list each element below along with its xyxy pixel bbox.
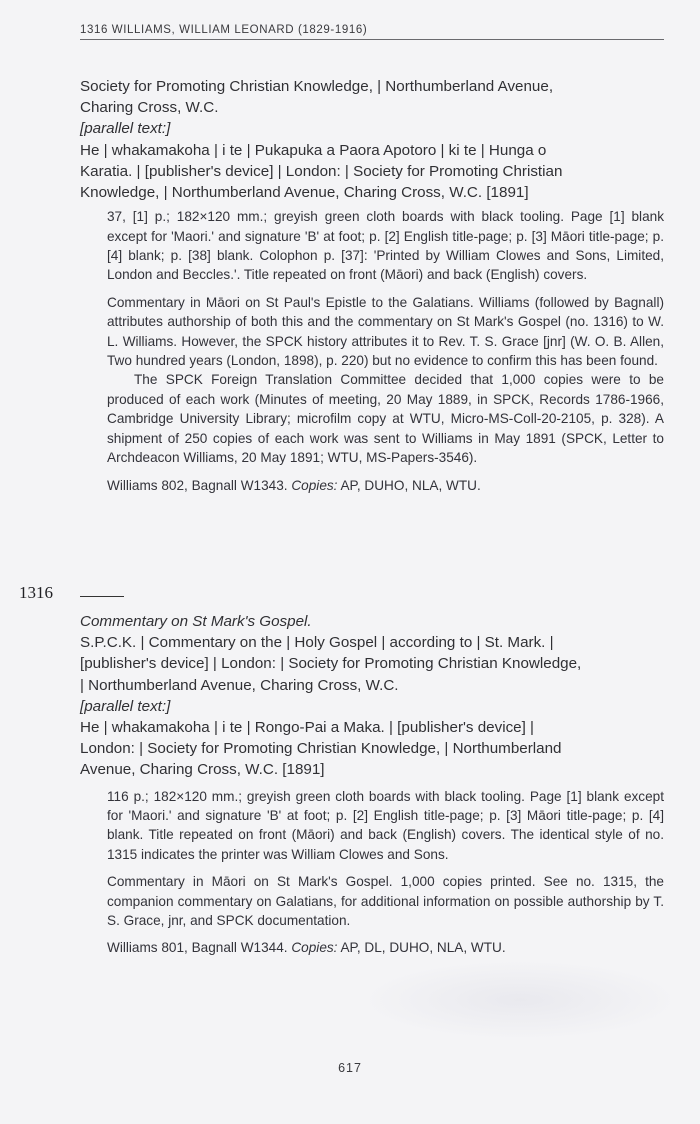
- entry-1316: [80, 611, 664, 957]
- copies-list: AP, DL, DUHO, NLA, WTU.: [340, 940, 506, 956]
- copies-label: Copies:: [291, 940, 338, 956]
- parallel-text-label: [parallel text:]: [80, 120, 171, 138]
- parallel-title-line: He | whakamakoha | i te | Pukapuka a Paora Apotoro | ki te | Hunga o: [80, 141, 547, 159]
- copies-label: Copies:: [291, 477, 338, 493]
- references-line: [107, 938, 664, 957]
- entry-number: 1316: [19, 583, 53, 602]
- references-line: [107, 476, 664, 495]
- parallel-title-line: London: | Society for Promoting Christian Knowledge, | Northumberland: [80, 740, 562, 758]
- running-head: 1316 WILLIAMS, WILLIAM LEONARD (1829-1916): [80, 24, 664, 40]
- commentary-paragraph: Commentary in Māori on St Paul's Epistle to the Galatians. Williams (followed by Bagnall) attributes authorship of both this and the commentary on St Mark's Gospel (no. 1316) to W. L. Williams. However, the SPCK history attributes it to Rev. T. S. Grace [jnr] (W. O. B. Allen, Two hundred years (London, 1898), p. 220) but no evidence to confirm this has been found.: [107, 294, 664, 369]
- title-line: [publisher's device] | London: | Society for Promoting Christian Knowledge,: [80, 655, 582, 673]
- physical-description: 116 p.; 182×120 mm.; greyish green cloth boards with black tooling. Page [1] blank except for 'Maori.' and signature 'B' at foot; p. [2] English title-page; p. [3] Māori title-page; p. [4] blank. Title repeated on front (Māori) and back (English) covers. The identical style of no. 1315 indicates the printer was William Clowes and Sons.: [107, 788, 664, 862]
- references: Williams 801, Bagnall W1344.: [107, 940, 288, 956]
- author-repeat-dash: [80, 596, 124, 597]
- physical-description: 37, [1] p.; 182×120 mm.; greyish green cloth boards with black tooling. Page [1] blank except for 'Maori.' and signature 'B' at foot; p. [2] English title-page; p. [3] Māori title-page; p. [4] blank; p. [38] blank. Colophon p. [37]: 'Printed by William Clowes and Sons, Limited, London and Beccles.'. Title repeated on front (Māori) and back (English) covers.: [107, 209, 664, 283]
- page-number: 617: [338, 1061, 362, 1075]
- commentary-paragraph: Commentary in Māori on St Mark's Gospel. 1,000 copies printed. See no. 1315, the companion commentary on Galatians, for additional information on possible authorship by T. S. Grace, jnr, and SPCK documentation.: [107, 874, 664, 929]
- commentary-paragraph: [107, 370, 664, 467]
- parallel-text-label: [parallel text:]: [80, 697, 171, 715]
- parallel-title-line: He | whakamakoha | i te | Rongo-Pai a Maka. | [publisher's device] |: [80, 719, 535, 737]
- title-line: Charing Cross, W.C.: [80, 99, 219, 117]
- title-line: Society for Promoting Christian Knowledge, | Northumberland Avenue,: [80, 78, 554, 95]
- paper-show-through: [360, 960, 680, 1040]
- parallel-title-line: Knowledge, | Northumberland Avenue, Charing Cross, W.C. [1891]: [80, 184, 529, 202]
- commentary-indented: The SPCK Foreign Translation Committee decided that 1,000 copies were to be produced of each work (Minutes of meeting, 20 May 1889, in SPCK, Records 1786-1966, Cambridge University Library; microfilm copy at WTU, Micro-MS-Coll-20-2105, p. 328). A shipment of 250 copies of each work was sent to Williams in May 1891 (SPCK, Letter to Archdeacon Williams, 20 May 1891; WTU, MS-Papers-3546).: [107, 372, 664, 466]
- title-line: | Northumberland Avenue, Charing Cross, W.C.: [80, 676, 399, 694]
- parallel-title-line: Avenue, Charing Cross, W.C. [1891]: [80, 761, 325, 779]
- short-title: Commentary on St Mark's Gospel.: [80, 613, 312, 630]
- copies-list: AP, DUHO, NLA, WTU.: [340, 477, 481, 493]
- entry-1315-continuation: [80, 76, 664, 495]
- parallel-title-line: Karatia. | [publisher's device] | London: | Society for Promoting Christian: [80, 162, 563, 180]
- references: Williams 802, Bagnall W1343.: [107, 477, 288, 493]
- title-line: S.P.C.K. | Commentary on the | Holy Gospel | according to | St. Mark. |: [80, 634, 554, 652]
